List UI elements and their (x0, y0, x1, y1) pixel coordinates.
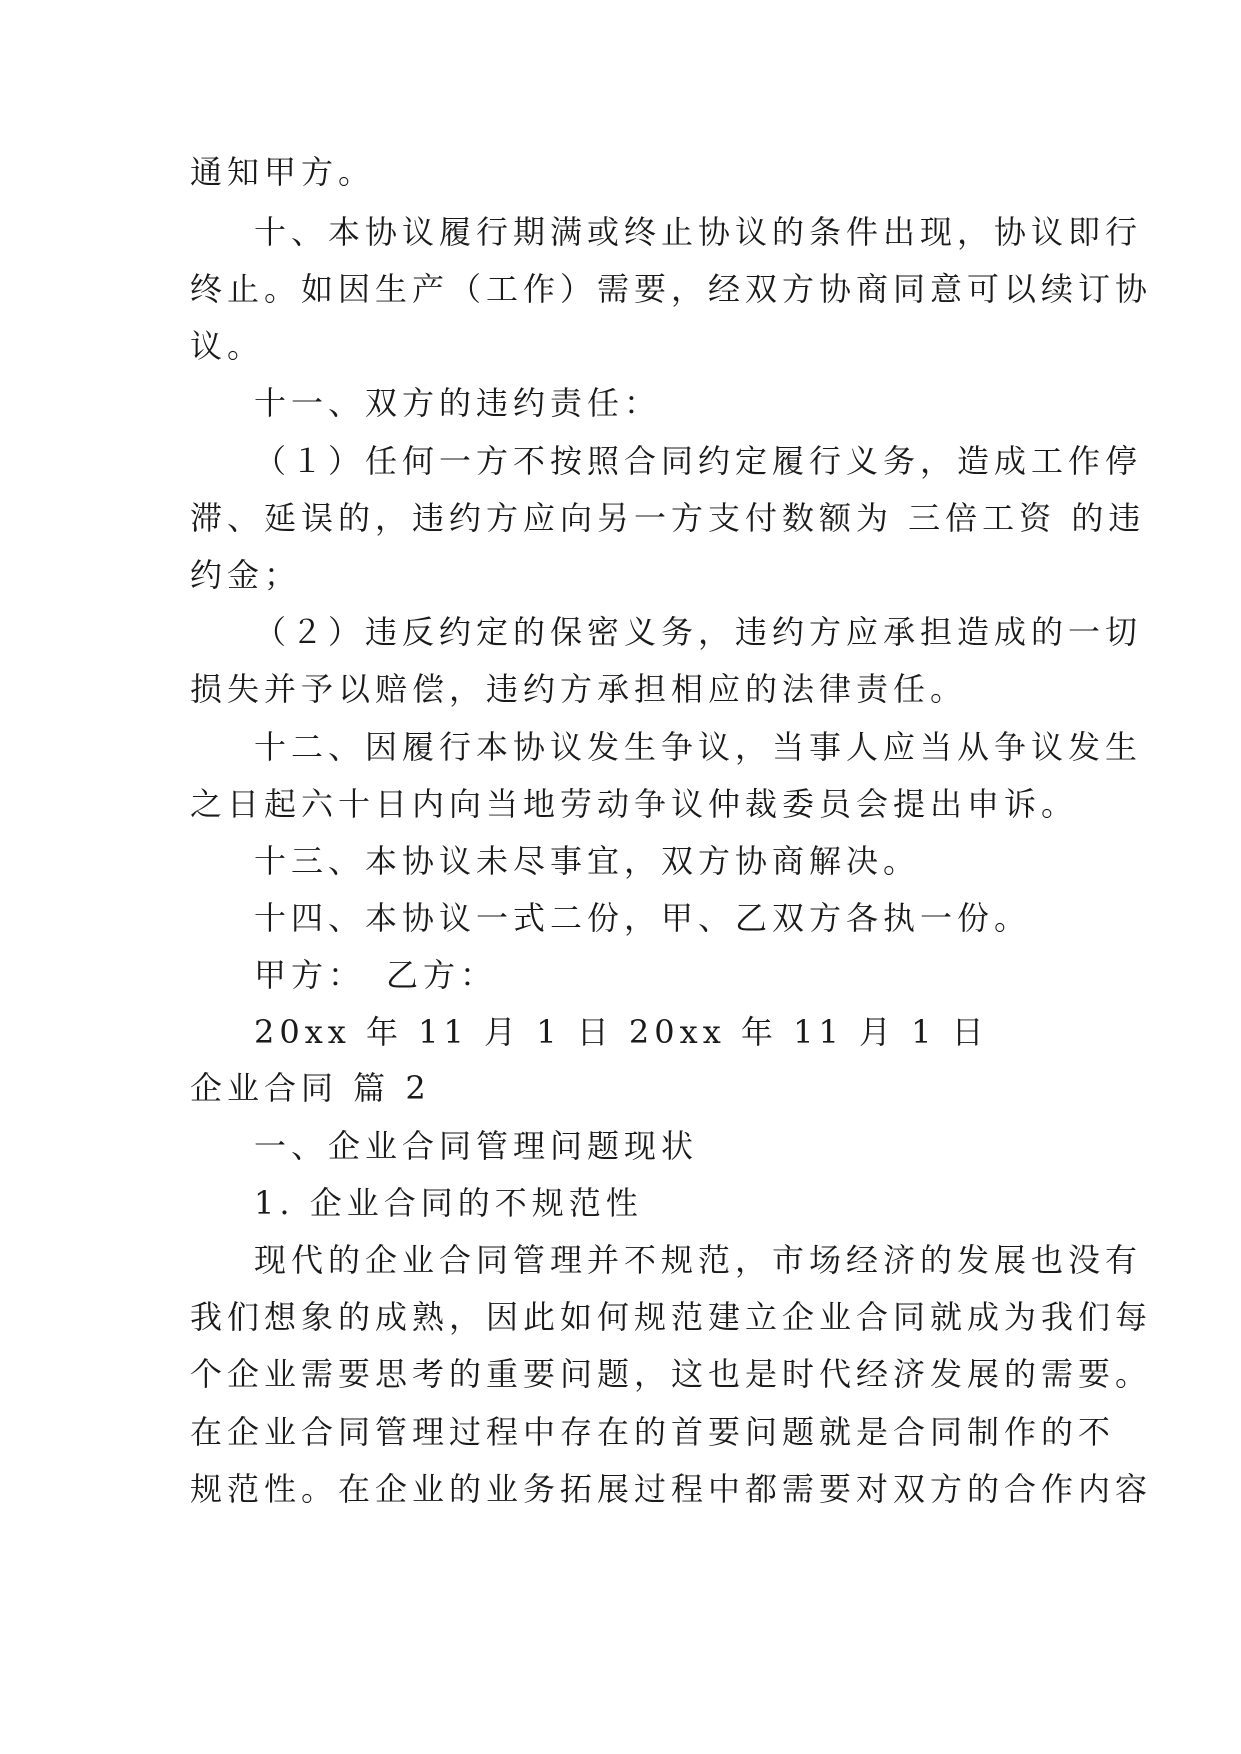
paragraph-line: 我们想象的成熟，因此如何规范建立企业合同就成为我们每 (190, 1298, 1153, 1336)
signature-dates-line: 20xx 年 11 月 1 日 20xx 年 11 月 1 日 (254, 1013, 989, 1051)
clause-10-line: 十、本协议履行期满或终止协议的条件出现，协议即行 (254, 213, 1143, 251)
clause-14-line: 十四、本协议一式二份，甲、乙双方各执一份。 (254, 899, 1032, 937)
subsection-title: 1. 企业合同的不规范性 (254, 1184, 643, 1222)
paragraph-line: 损失并予以赔偿，违约方承担相应的法律责任。 (190, 670, 968, 708)
section-heading: 企业合同 篇 2 (190, 1069, 431, 1107)
paragraph-line: 个企业需要思考的重要问题，这也是时代经济发展的需要。 (190, 1355, 1153, 1393)
paragraph-line: 终止。如因生产（工作）需要，经双方协商同意可以续订协 (190, 270, 1153, 308)
paragraph-line: 通知甲方。 (190, 153, 376, 191)
sub-clause-2-line: （２）违反约定的保密义务，违约方应承担造成的一切 (254, 613, 1143, 651)
paragraph-line: 现代的企业合同管理并不规范，市场经济的发展也没有 (254, 1241, 1143, 1279)
paragraph-line: 在企业合同管理过程中存在的首要问题就是合同制作的不 (190, 1413, 1116, 1451)
clause-11-line: 十一、双方的违约责任： (254, 384, 662, 422)
paragraph-line: 规范性。在企业的业务拓展过程中都需要对双方的合作内容 (190, 1470, 1153, 1508)
paragraph-line: 约金； (190, 556, 302, 594)
clause-12-line: 十二、因履行本协议发生争议，当事人应当从争议发生 (254, 728, 1143, 766)
paragraph-line: 滞、延误的，违约方应向另一方支付数额为 三倍工资 的违 (190, 499, 1146, 537)
paragraph-line: 议。 (190, 327, 265, 365)
subsection-heading: 一、企业合同管理问题现状 (254, 1127, 699, 1165)
paragraph-line: 之日起六十日内向当地劳动争议仲裁委员会提出申诉。 (190, 785, 1079, 823)
signature-parties-line: 甲方： 乙方： (254, 956, 498, 994)
clause-13-line: 十三、本协议未尽事宜，双方协商解决。 (254, 842, 921, 880)
sub-clause-1-line: （１）任何一方不按照合同约定履行义务，造成工作停 (254, 442, 1143, 480)
